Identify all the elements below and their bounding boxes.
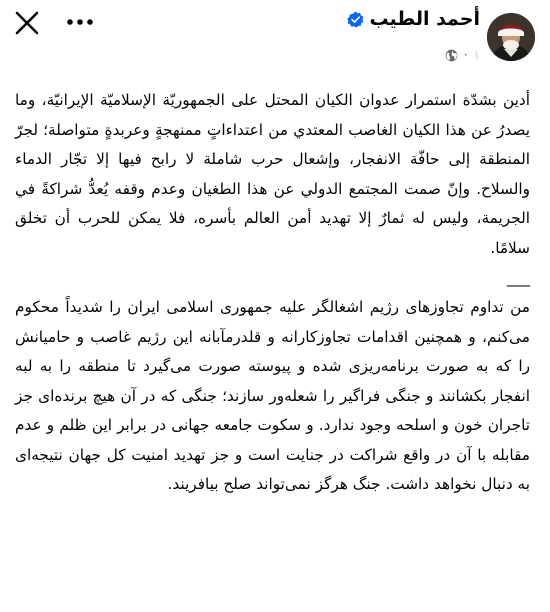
post-text-persian: من تداوم تجاوزهای رژیم اشغالگر علیه جمهوری اسلامی ایران را شدیداً محکوم می‌کنم، و همچنین اقدامات تجاوزکارانه و قلدرمآبانه این رژیم غاصب و حامیانش را که به صورت برنامه‌ریزی شده و پیوسته صورت می‌گیرد تا منطقه را به لبه انفجار بکشانند و جنگی فراگیر را شعله‌ور سازند؛ جنگی که در آن هیچ برنده‌ای جز تاجران خون و اسلحه وجود ندارد. و سکوت جامعه جهانی در برابر این ظلم و عدم مقابله با آن در واقع شراکت در جنایت است و جز تهدید امنیت کل جهان نتیجه‌ای به دنبال نخواهد داشت. جنگ هرگز نمی‌تواند صلح بیافریند. [15, 298, 530, 493]
post-body [0, 86, 550, 500]
author-info [347, 8, 480, 30]
post-text-arabic: أدين بشدّة استمرار عدوان الكيان المحتل على الجمهوريّة الإسلاميّة الإيرانيّة، وما يصدرُ عن هذا الكيان الغاصب المعتدي من اعتداءاتٍ ممنهجةٍ وعربدةٍ متواصلة؛ لجرّ المنطقة إلى حافّة الانفجار، وإشعال حرب شاملة لا رابح فيها إلا تجّار الدماء والسلاح. وإنّ صمت المجتمع الدولي عن هذا الطغيان وعدم وقفه يُعدُّ شراكةً في الجريمة، وليس له ثمارٌ إلا تهديد أمن العالم بأسره، فلا يمكن للحرب أن تخلق سلامًا. [15, 91, 530, 257]
author-name[interactable]: أحمد الطيب [369, 8, 480, 30]
timestamp[interactable]: ١ [473, 48, 480, 62]
more-options-icon [62, 10, 98, 34]
meta-dot: · [463, 48, 468, 62]
close-button[interactable] [10, 6, 44, 40]
text-separator: ___ [507, 269, 530, 287]
author-avatar[interactable] [487, 13, 535, 61]
verified-badge-icon [347, 11, 364, 28]
close-icon [10, 6, 44, 40]
post-header [0, 0, 550, 80]
more-options-button[interactable] [62, 10, 98, 34]
globe-icon [445, 49, 458, 62]
post-meta [445, 48, 480, 62]
